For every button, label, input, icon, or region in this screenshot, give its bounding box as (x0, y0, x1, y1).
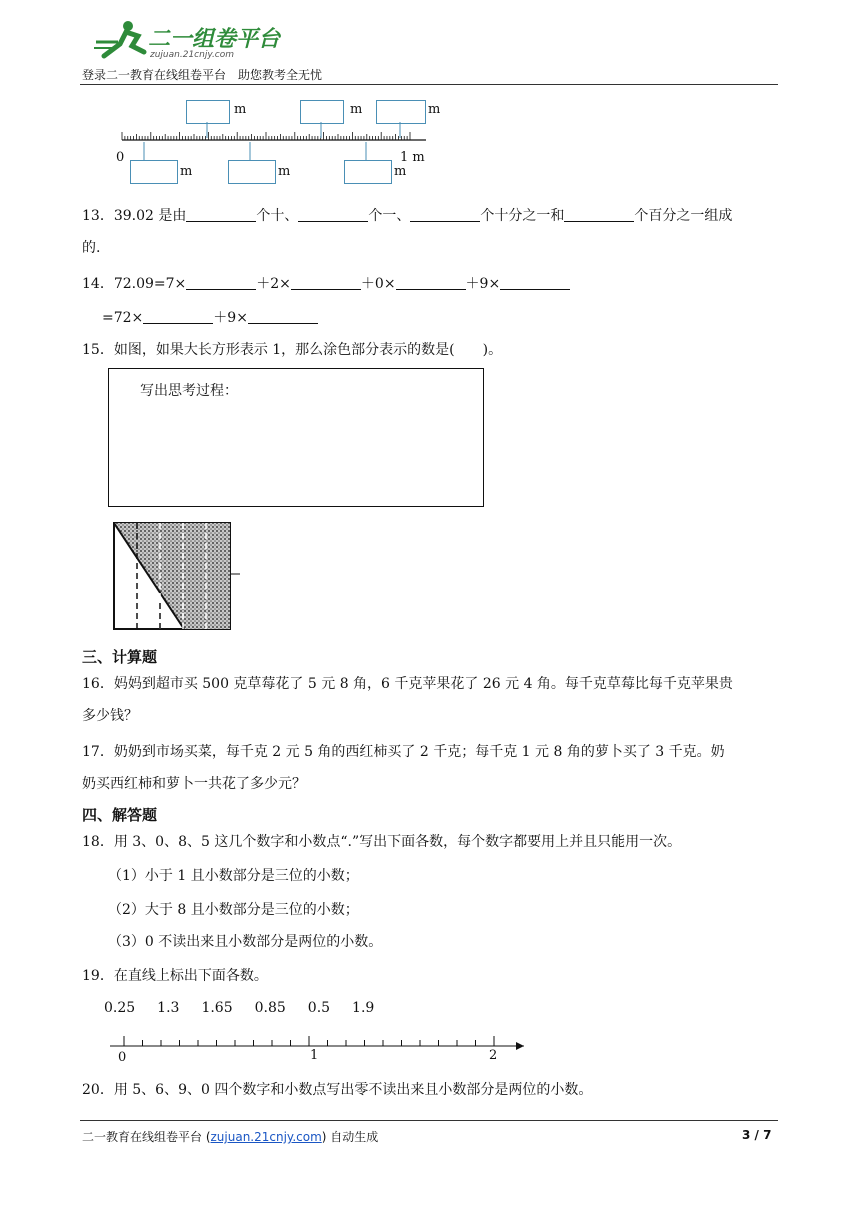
answer-blank[interactable] (291, 275, 361, 290)
footer-source (82, 1128, 378, 1145)
q19-number: 0.85 (254, 1000, 286, 1016)
answer-blank[interactable] (410, 207, 480, 222)
footer-text: 二一教育在线组卷平台 ( (82, 1130, 211, 1144)
q13-text: 13．39.02 是由 (82, 208, 187, 224)
answer-blank[interactable] (186, 207, 256, 222)
question-18-sub2: （2）大于 8 且小数部分是三位的小数； (108, 902, 359, 918)
header-divider (80, 84, 778, 85)
q19-number: 0.25 (104, 1000, 136, 1016)
axis-label-2: 2 (489, 1048, 498, 1063)
q13-text: 个十、 (256, 208, 299, 224)
unit-label: m (350, 102, 363, 117)
q13-text: 个十分之一和 (480, 208, 565, 224)
question-16-line1: 16．妈妈到超市买 500 克草莓花了 5 元 8 角，6 千克苹果花了 26 元 4 角。每千克草莓比每千克苹果贵 (82, 676, 733, 692)
question-14-line2 (102, 308, 318, 328)
shaded-rectangle-figure (108, 518, 244, 634)
answer-blank[interactable] (143, 309, 213, 324)
question-19: 19．在直线上标出下面各数。 (82, 968, 268, 984)
arrow-head-icon (516, 1042, 524, 1050)
footer-link[interactable]: zujuan.21cnjy.com (210, 1130, 322, 1144)
number-line-svg (110, 1030, 530, 1070)
header-tagline: 登录二一教育在线组卷平台 助您教考全无忧 (82, 68, 323, 82)
question-18-sub1: （1）小于 1 且小数部分是三位的小数； (108, 868, 359, 884)
answer-box[interactable] (300, 100, 344, 124)
number-line (110, 1030, 530, 1070)
footer-divider (80, 1120, 778, 1121)
answer-box[interactable] (130, 160, 178, 184)
q13-text: 个百分之一组成 (634, 208, 733, 224)
shaded-rectangle-svg (108, 518, 244, 634)
logo-text: 二一组卷平台 (148, 27, 281, 52)
answer-blank[interactable] (500, 275, 570, 290)
answer-box[interactable] (228, 160, 276, 184)
page-number: 3 / 7 (742, 1128, 772, 1142)
q14-text: ＋0× (360, 276, 396, 292)
answer-blank[interactable] (186, 275, 256, 290)
answer-blank[interactable] (396, 275, 466, 290)
question-18: 18．用 3、0、8、5 这几个数字和小数点“.”写出下面各数，每个数字都要用上并且只能用一次。 (82, 834, 682, 850)
footer-text: ) 自动生成 (321, 1130, 379, 1144)
q14-text: ＋9× (465, 276, 501, 292)
question-16-line2: 多少钱？ (82, 708, 138, 724)
q19-number: 1.9 (352, 1000, 375, 1016)
answer-blank[interactable] (564, 207, 634, 222)
axis-label-0: 0 (118, 1050, 127, 1065)
logo-sub: zujuan.21cnjy.com (150, 50, 235, 60)
q14-text: =72× (102, 310, 144, 326)
unit-label: m (278, 164, 291, 179)
q19-number-list (104, 1000, 374, 1016)
question-14-line1 (82, 274, 570, 294)
question-15: 15．如图，如果大长方形表示 1，那么涂色部分表示的数是( )。 (82, 342, 503, 358)
unit-label: m (428, 102, 441, 117)
answer-blank[interactable] (298, 207, 368, 222)
answer-box[interactable] (344, 160, 392, 184)
section-3-title: 三、计算题 (82, 648, 158, 666)
section-4-title: 四、解答题 (82, 806, 158, 824)
question-13-line2: 的. (82, 240, 101, 256)
question-17-line2: 奶买西红柿和萝卜一共花了多少元？ (82, 776, 306, 792)
ruler-figure (110, 96, 450, 188)
unit-label: m (394, 164, 407, 179)
q19-number: 0.5 (307, 1000, 331, 1016)
thinking-process-label: 写出思考过程： (140, 383, 238, 399)
answer-box[interactable] (376, 100, 426, 124)
ruler-start-label: 0 (116, 150, 125, 165)
question-20: 20．用 5、6、9、0 四个数字和小数点写出零不读出来且小数部分是两位的小数。 (82, 1082, 593, 1098)
ruler-end-label: 1 m (400, 150, 425, 165)
q19-number: 1.65 (201, 1000, 233, 1016)
question-18-sub3: （3）0 不读出来且小数部分是两位的小数。 (108, 934, 383, 950)
answer-box[interactable] (186, 100, 230, 124)
q13-text: 个一、 (368, 208, 411, 224)
q14-text: 14．72.09=7× (82, 276, 187, 292)
answer-blank[interactable] (248, 309, 318, 324)
unit-label: m (180, 164, 193, 179)
question-17-line1: 17．奶奶到市场买菜，每千克 2 元 5 角的西红柿买了 2 千克；每千克 1 元 8 角的萝卜买了 3 千克。奶 (82, 744, 725, 760)
q14-text: ＋2× (256, 276, 291, 292)
q19-number: 1.3 (157, 1000, 180, 1016)
question-13-line1 (82, 206, 732, 226)
axis-label-1: 1 (310, 1048, 319, 1063)
unit-label: m (234, 102, 247, 117)
site-logo (92, 18, 292, 66)
q14-text: ＋9× (213, 310, 248, 326)
